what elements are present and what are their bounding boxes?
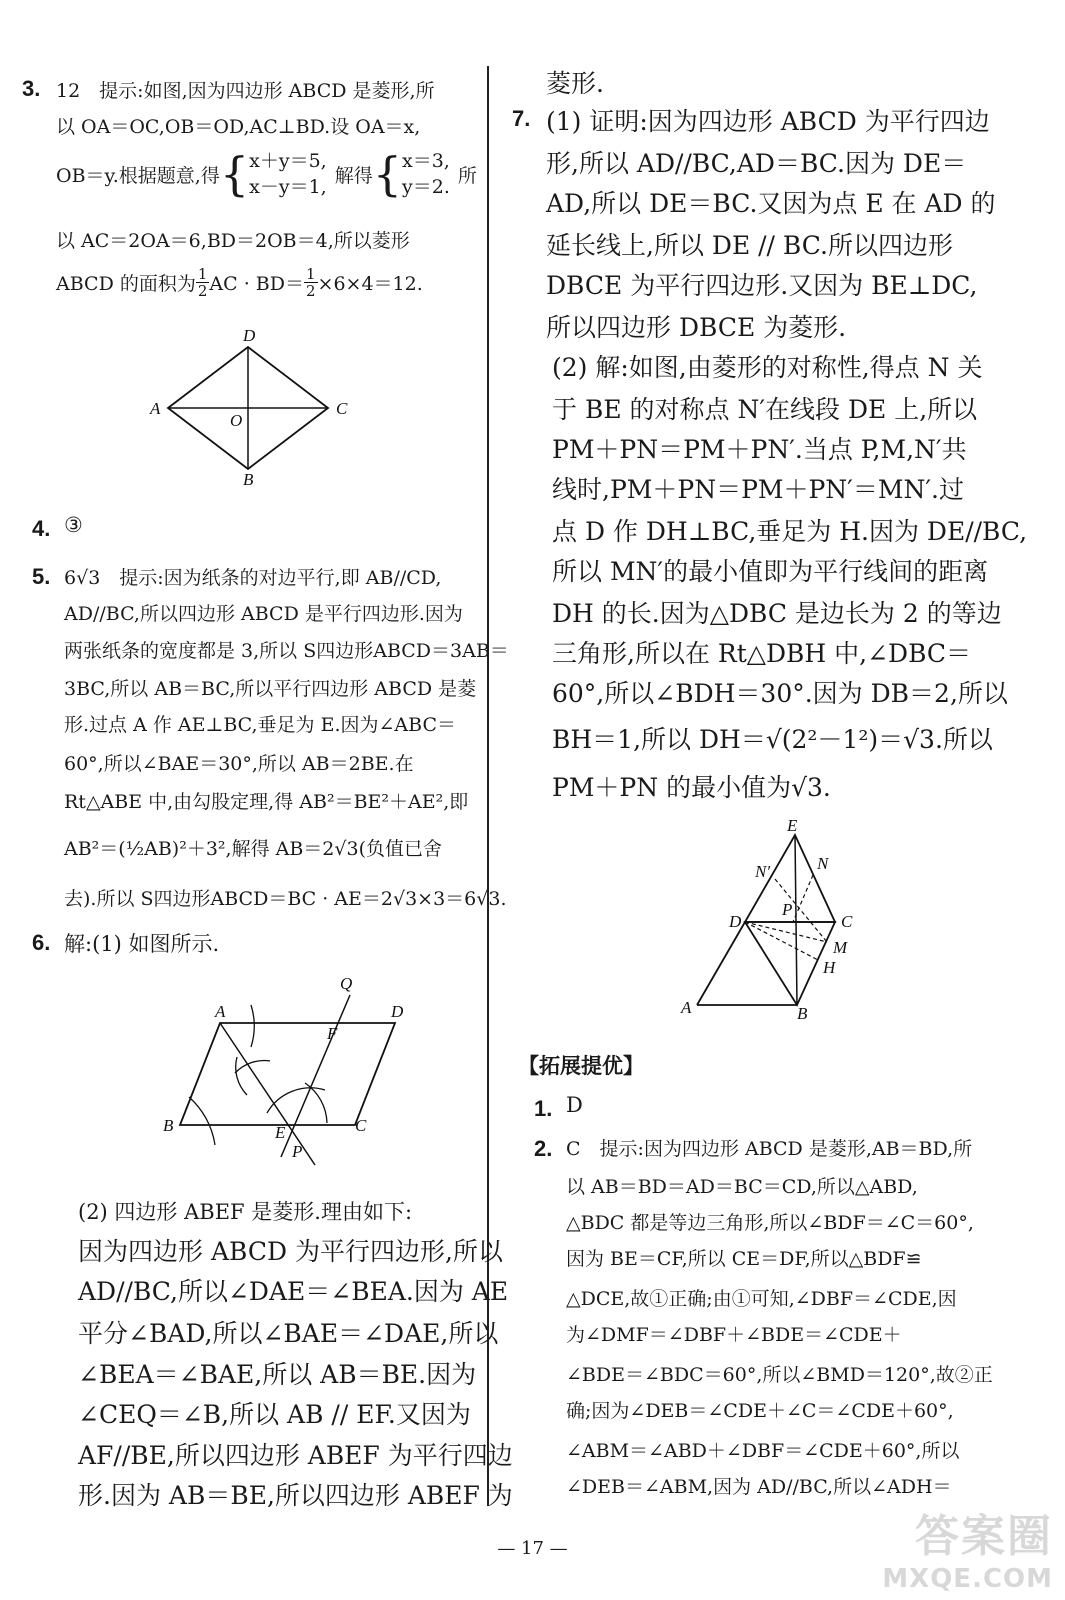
watermark-line-1: 答案圈 [915,1511,1053,1562]
q7-line-17: PM＋PN 的最小值为√3. [552,773,831,802]
q6-p6: ∠CEQ＝∠B,所以 AB // EF.又因为 [78,1400,471,1429]
q3-fraction-1: $\frac{1}{2}$ [197,265,208,300]
ext-q2-number: 2. [534,1136,553,1161]
label-D: D [729,912,742,931]
q7-line-12: 所以 MN′的最小值即为平行线间的距离 [552,557,989,586]
label-F: F [327,1024,338,1043]
ext-q2-line-5: △DCE,故①正确;由①可知,∠DBF＝∠CDE,因 [566,1288,957,1310]
label-C: C [336,399,348,418]
q6-p3: AD//BC,所以∠DAE＝∠BEA.因为 AE [78,1277,509,1306]
q7-line-1: (1) 证明:因为四边形 ABCD 为平行四边 [546,107,990,136]
q3-sys2-eq2: y＝2. [402,176,450,198]
q3-rhombus-figure [140,325,360,490]
q5-line-3: 两张纸条的宽度都是 3,所以 S四边形ABCD＝3AB＝ [64,640,509,662]
extension-title: 【拓展提优】 [518,1053,644,1078]
ext-q1-number: 1. [534,1096,553,1121]
label-B: B [797,1004,808,1023]
ext-q2-line-9: ∠ABM＝∠ABD＋∠DBF＝∠CDE＋60°,所以 [566,1440,960,1462]
label-A: A [215,1002,226,1021]
q7-number: 7. [512,106,531,131]
q6-parallelogram-figure [155,965,415,1170]
label-E: E [275,1123,286,1142]
q3-line-5 [56,266,423,299]
q6-p8: 形.因为 AB＝BE,所以四边形 ABEF 为 [78,1481,513,1510]
q7-line-3: AD,所以 DE＝BC.又因为点 E 在 AD 的 [546,189,996,218]
q7-line-15: 60°,所以∠BDH＝30°.因为 DB＝2,所以 [552,679,1008,708]
label-Q: Q [340,974,353,993]
q6-p7: AF//BE,所以四边形 ABEF 为平行四边 [78,1441,513,1470]
q6-p2: 因为四边形 ABCD 为平行四边形,所以 [78,1237,503,1266]
q3-brace-2: { [372,147,402,201]
q3-number: 3. [22,76,41,101]
page-number: — 17 — [497,1538,568,1559]
q3-sys2-eq1: x＝3, [402,150,450,172]
q6-p4: 平分∠BAD,所以∠BAE＝∠DAE,所以 [78,1319,499,1348]
q4-number: 4. [32,516,51,541]
q7-line-4: 延长线上,所以 DE // BC.所以四边形 [546,231,953,260]
ext-q2-line-3: △BDC 都是等边三角形,所以∠BDF＝∠C＝60°, [566,1212,974,1234]
q7-line-10: 线时,PM＋PN＝PM＋PN′＝MN′.过 [552,475,964,504]
q3-line-1: 12 提示:如图,因为四边形 ABCD 是菱形,所 [56,80,435,102]
label-B: B [243,470,254,489]
q6-line-1: 解:(1) 如图所示. [64,932,220,956]
ext-q2-line-4: 因为 BE＝CF,所以 CE＝DF,所以△BDF≌ [566,1248,922,1270]
label-N: N [817,854,829,873]
label-B: B [163,1116,174,1135]
q3-line-5c: ×6×4＝12. [317,273,423,295]
q5-number: 5. [32,564,51,589]
right-top-text: 菱形. [546,69,604,98]
q7-line-16: BH＝1,所以 DH＝√(2²－1²)＝√3.所以 [552,725,993,754]
ext-q2-line-10: ∠DEB＝∠ABM,因为 AD//BC,所以∠ADH＝ [566,1476,952,1498]
q6-number: 6. [32,930,51,955]
q5-line-2: AD//BC,所以四边形 ABCD 是平行四边形.因为 [64,603,463,625]
label-N-prime: N′ [755,862,771,881]
q3-fraction-2: $\frac{1}{2}$ [305,265,316,300]
q5-line-4: 3BC,所以 AB＝BC,所以平行四边形 ABCD 是菱 [64,678,477,700]
q3-line-4: 以 AC＝2OA＝6,BD＝2OB＝4,所以菱形 [56,230,410,252]
label-D: D [391,1002,404,1021]
label-M: M [833,938,848,957]
q3-line-2: 以 OA＝OC,OB＝OD,AC⊥BD.设 OA＝x, [56,116,421,138]
label-C: C [841,912,853,931]
ext-q2-line-6: 为∠DMF＝∠DBF＋∠BDE＝∠CDE＋ [566,1324,902,1346]
q3-line-3b: 解得 [334,164,373,187]
label-H: H [823,958,836,977]
q6-p5: ∠BEA＝∠BAE,所以 AB＝BE.因为 [78,1360,477,1389]
q5-line-9: 去).所以 S四边形ABCD＝BC · AE＝2√3×3＝6√3. [64,888,507,910]
q3-line-3c: 所 [457,164,477,187]
ext-q2-line-2: 以 AB＝BD＝AD＝BC＝CD,所以△ABD, [566,1176,918,1198]
label-A: A [681,998,692,1017]
q4-answer: ③ [64,513,83,537]
label-O: O [230,411,243,430]
label-E: E [787,816,798,835]
q3-line-5a: ABCD 的面积为 [56,273,196,295]
q7-triangle-figure [675,815,875,1025]
ext-q2-line-8: 确;因为∠DEB＝∠CDE＋∠C＝∠CDE＋60°, [566,1400,954,1422]
q5-line-8: AB²＝(½AB)²＋3²,解得 AB＝2√3(负值已舍 [64,838,443,860]
label-C: C [355,1116,367,1135]
ext-q1-answer: D [566,1093,583,1117]
q5-line-6: 60°,所以∠BAE＝30°,所以 AB＝2BE.在 [64,753,414,775]
q7-line-9: PM＋PN＝PM＋PN′.当点 P,M,N′共 [552,435,967,464]
q7-line-14: 三角形,所以在 Rt△DBH 中,∠DBC＝ [552,639,972,668]
q7-line-13: DH 的长.因为△DBC 是边长为 2 的等边 [552,599,1002,628]
label-P: P [782,900,793,919]
q7-line-6: 所以四边形 DBCE 为菱形. [546,313,847,342]
q6-p1: (2) 四边形 ABEF 是菱形.理由如下: [78,1200,413,1224]
ext-q2-line-7: ∠BDE＝∠BDC＝60°,所以∠BMD＝120°,故②正 [566,1364,993,1386]
q3-brace-1: { [219,147,250,201]
q3-line-5b: AC · BD＝ [209,273,304,295]
q7-line-2: 形,所以 AD//BC,AD＝BC.因为 DE＝ [546,149,967,178]
q7-line-11: 点 D 作 DH⊥BC,垂足为 H.因为 DE//BC, [552,517,1028,546]
watermark-line-2: MXQE.COM [882,1564,1053,1594]
q3-system-1 [249,148,327,200]
watermark [882,1500,1053,1594]
q5-line-5: 形.过点 A 作 AE⊥BC,垂足为 E.因为∠ABC＝ [64,714,456,736]
label-P: P [292,1142,303,1161]
q7-line-7: (2) 解:如图,由菱形的对称性,得点 N 关 [552,353,983,382]
q3-system-2 [402,148,450,200]
q5-line-7: Rt△ABE 中,由勾股定理,得 AB²＝BE²＋AE²,即 [64,791,469,813]
q3-sys1-eq2: x－y＝1, [249,176,327,198]
q3-sys1-eq1: x＋y＝5, [249,150,327,172]
label-A: A [150,399,161,418]
q7-line-8: 于 BE 的对称点 N′在线段 DE 上,所以 [552,395,978,424]
ext-q2-line-1: C 提示:因为四边形 ABCD 是菱形,AB＝BD,所 [566,1138,973,1160]
label-D: D [243,326,256,345]
q7-line-5: DBCE 为平行四边形.又因为 BE⊥DC, [546,271,978,300]
q3-line-3 [56,148,477,200]
q5-line-1: 6√3 提示:因为纸条的对边平行,即 AB//CD, [64,567,442,589]
q3-line-3a: OB＝y.根据题意,得 [56,164,220,187]
